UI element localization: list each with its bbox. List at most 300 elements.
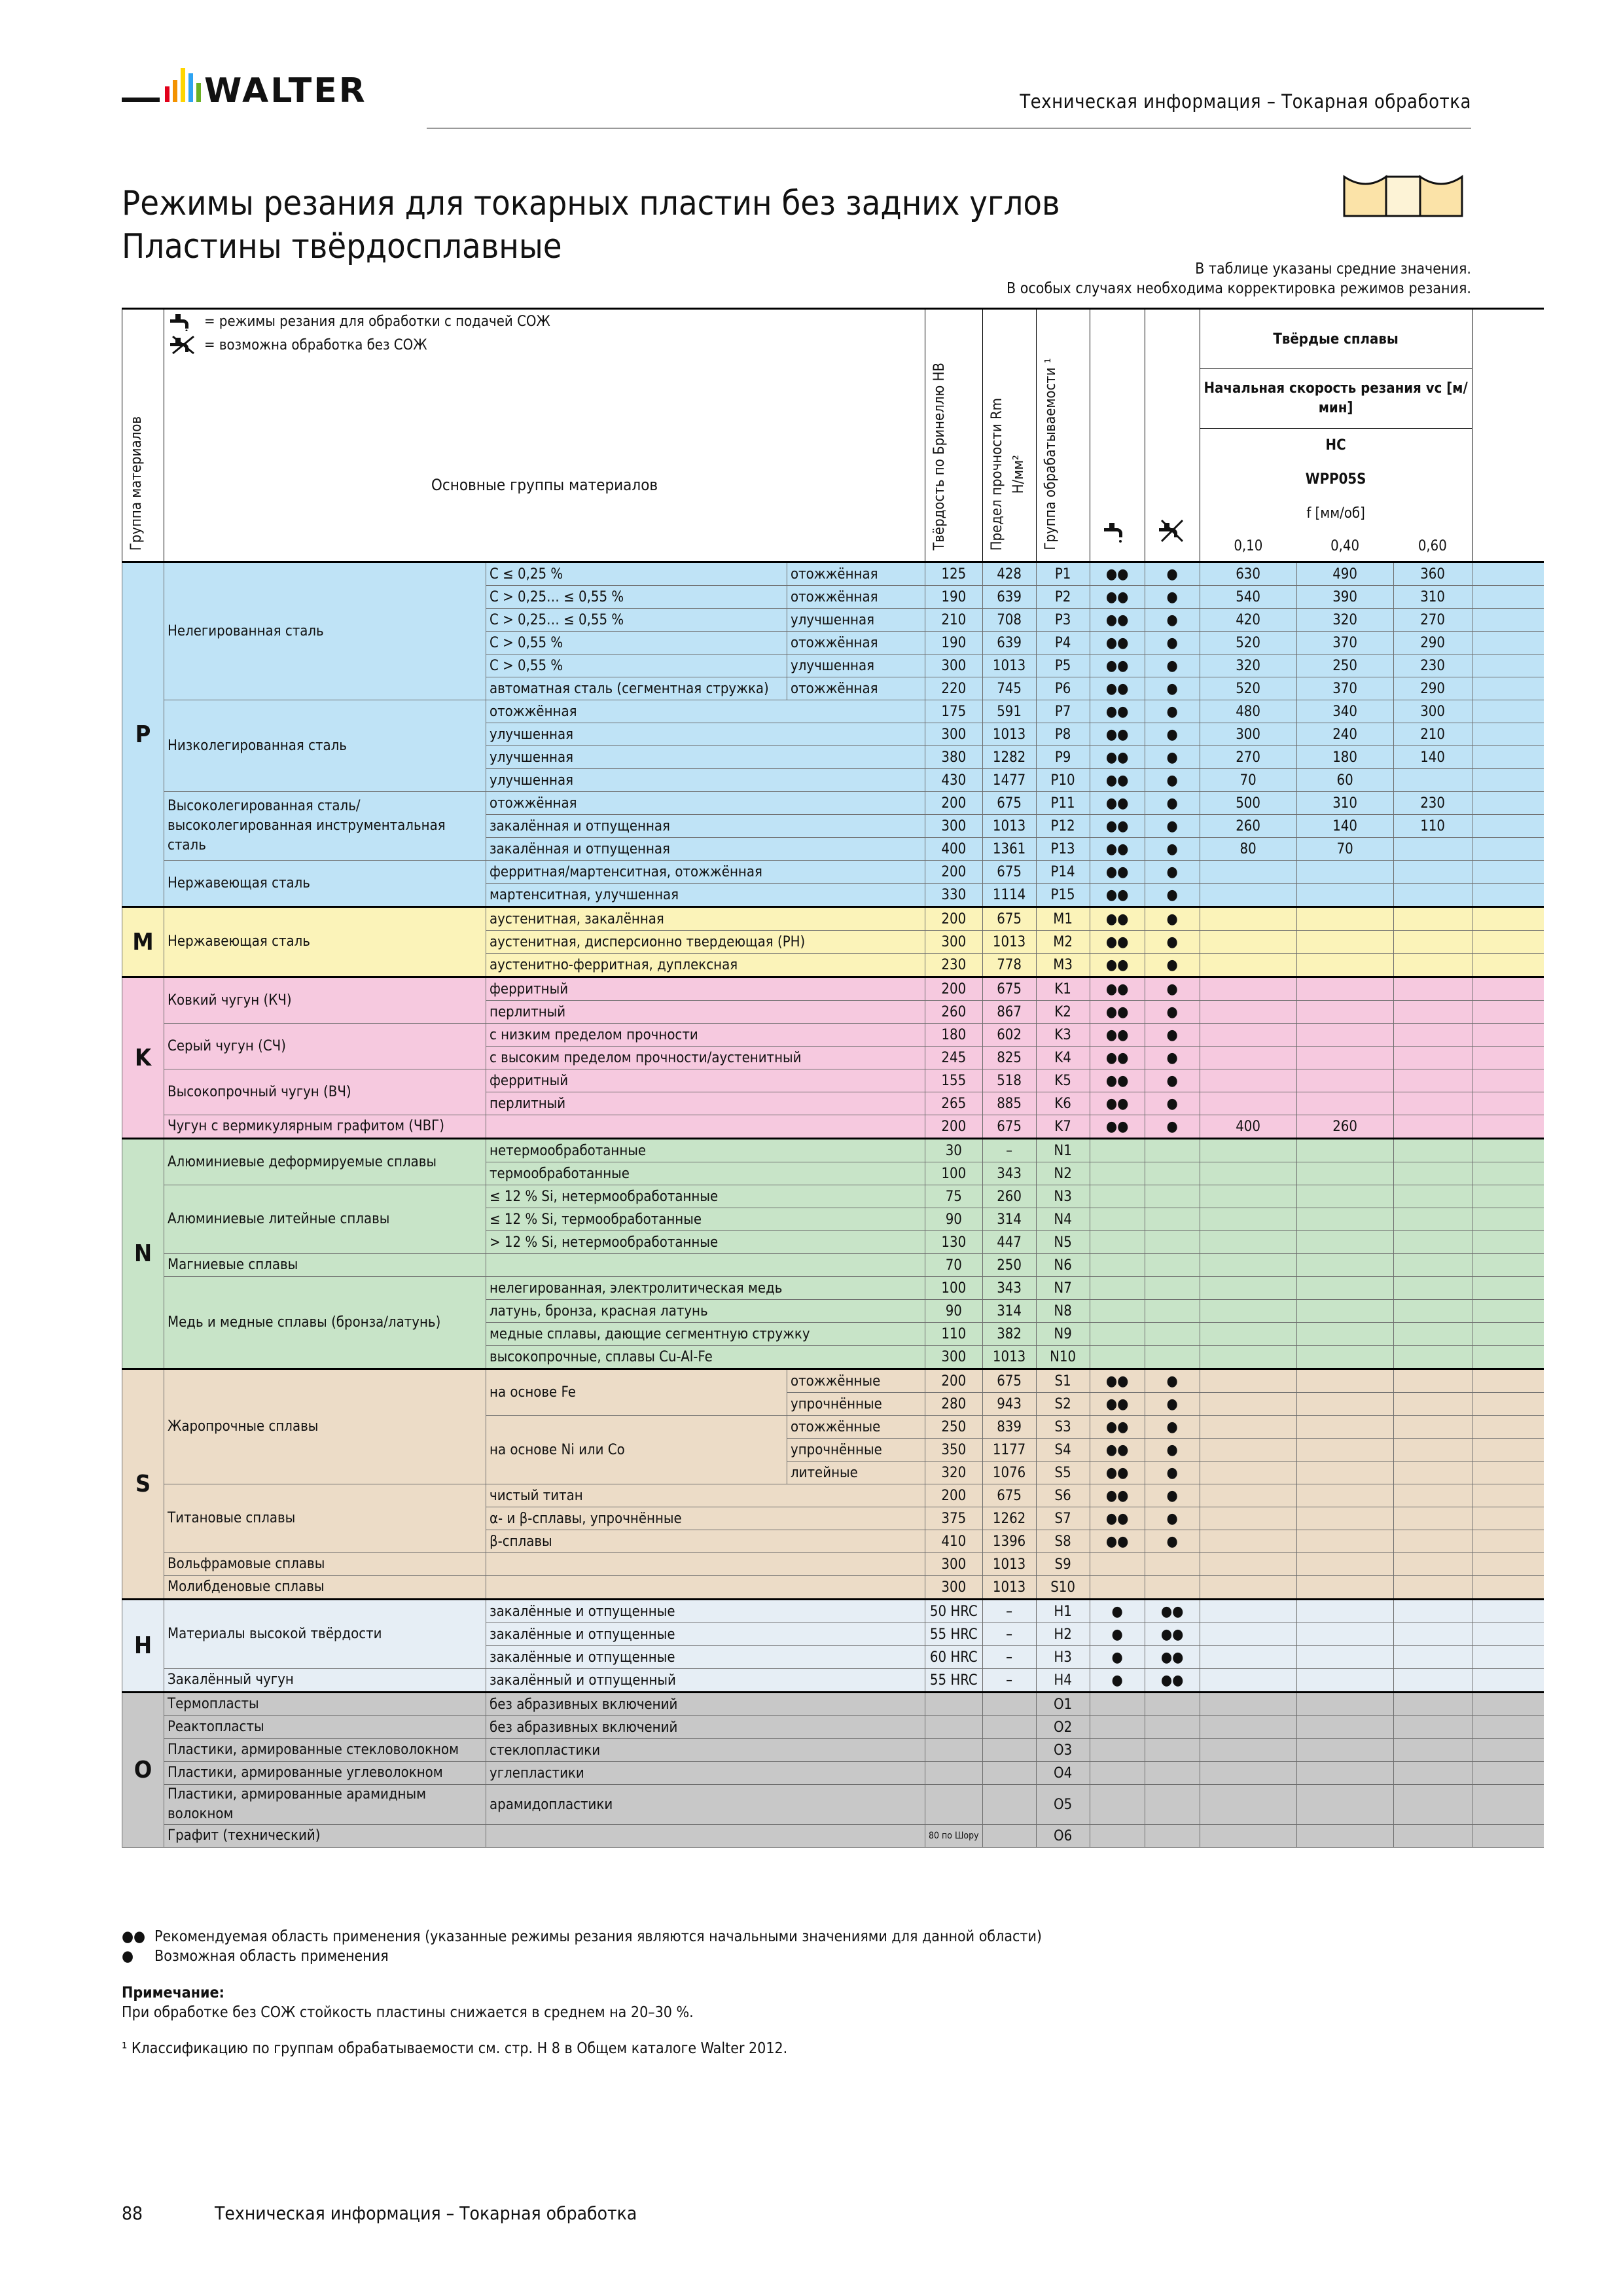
speed-f060: [1393, 1716, 1472, 1739]
wet-suitability: ●●: [1090, 609, 1145, 632]
speed-f010: [1200, 861, 1296, 884]
table-row: [122, 1139, 1544, 1162]
speed-f060: [1393, 1208, 1472, 1231]
speed-f040: [1296, 1208, 1393, 1231]
feed-label: f [мм/об]: [1306, 505, 1365, 522]
sub-group: C > 0,55 %: [486, 632, 787, 655]
machinability-code: K1: [1036, 977, 1090, 1001]
material-group-letter: K: [122, 977, 164, 1139]
sub-group: улучшенная: [486, 723, 925, 746]
wet-suitability: ●●: [1090, 1024, 1145, 1047]
sub-group: на основе Fe: [486, 1369, 787, 1416]
dry-suitability: [1145, 1785, 1200, 1825]
tensile-strength: 778: [982, 954, 1036, 977]
dry-suitability: ●: [1145, 1369, 1200, 1393]
machinability-code: P11: [1036, 792, 1090, 815]
speed-f010: 260: [1200, 815, 1296, 838]
dry-suitability: ●: [1145, 792, 1200, 815]
speed-f040: [1296, 1553, 1393, 1576]
speed-f040: [1296, 1001, 1393, 1024]
tensile-strength: [982, 1716, 1036, 1739]
hardness: 245: [925, 1047, 983, 1069]
main-groups-label: Основные группы материалов: [431, 476, 658, 494]
row-end-cell: [1472, 562, 1544, 586]
speed-f060: [1393, 907, 1472, 931]
speed-f060: [1393, 1785, 1472, 1825]
machinability-code: P9: [1036, 746, 1090, 769]
hardness: [925, 1785, 983, 1825]
tensile-strength: 825: [982, 1047, 1036, 1069]
main-group: Ковкий чугун (КЧ): [164, 977, 486, 1024]
main-group: Нержавеющая сталь: [164, 907, 486, 977]
wet-suitability: ●●: [1090, 769, 1145, 792]
sub-group: [486, 1254, 925, 1277]
speed-f060: 290: [1393, 677, 1472, 700]
row-end-cell: [1472, 1277, 1544, 1300]
table-row: [122, 1669, 1544, 1693]
speed-f060: [1393, 1024, 1472, 1047]
top-note: [1007, 259, 1471, 298]
speed-f040: 370: [1296, 677, 1393, 700]
material-group-letter: M: [122, 907, 164, 977]
wet-suitability: ●●: [1090, 700, 1145, 723]
main-group: Вольфрамовые сплавы: [164, 1553, 486, 1576]
tensile-strength: –: [982, 1646, 1036, 1669]
speed-f010: [1200, 1277, 1296, 1300]
speed-f040: [1296, 931, 1393, 954]
speed-f060: [1393, 1115, 1472, 1139]
hardness: [925, 1716, 983, 1739]
machinability-code: K3: [1036, 1024, 1090, 1047]
main-group: Закалённый чугун: [164, 1669, 486, 1693]
speed-f040: [1296, 884, 1393, 907]
speed-f060: 230: [1393, 655, 1472, 677]
main-group: Низколегированная сталь: [164, 700, 486, 792]
row-end-cell: [1472, 655, 1544, 677]
pos-symbol: ●: [122, 1948, 134, 1965]
speed-f060: [1393, 1762, 1472, 1785]
wet-suitability: ●●: [1090, 1507, 1145, 1530]
speed-f010: [1200, 1254, 1296, 1277]
speed-f040: [1296, 1277, 1393, 1300]
dry-suitability: ●: [1145, 1416, 1200, 1439]
speed-f060: [1393, 1484, 1472, 1507]
hardness: 125: [925, 562, 983, 586]
tensile-strength: –: [982, 1669, 1036, 1693]
row-end-cell: [1472, 1716, 1544, 1739]
machinability-code: P2: [1036, 586, 1090, 609]
row-end-cell: [1472, 746, 1544, 769]
dry-suitability: [1145, 1185, 1200, 1208]
material-group-letter: S: [122, 1369, 164, 1600]
speed-f010: 320: [1200, 655, 1296, 677]
hardness: 230: [925, 954, 983, 977]
main-group: Нержавеющая сталь: [164, 861, 486, 907]
tensile-strength: 1076: [982, 1462, 1036, 1484]
tensile-strength: 1013: [982, 1553, 1036, 1576]
wet-suitability: ●●: [1090, 792, 1145, 815]
speed-f010: [1200, 1785, 1296, 1825]
tensile-strength: 639: [982, 586, 1036, 609]
table-row: [122, 977, 1544, 1001]
wet-suitability: [1090, 1185, 1145, 1208]
speed-f040: [1296, 1507, 1393, 1530]
row-end-cell: [1472, 1693, 1544, 1716]
tensile-strength: 675: [982, 792, 1036, 815]
tensile-strength: 343: [982, 1277, 1036, 1300]
speed-f060: [1393, 1825, 1472, 1848]
speed-f010: [1200, 1369, 1296, 1393]
wet-suitability: ●●: [1090, 1115, 1145, 1139]
dry-suitability: [1145, 1139, 1200, 1162]
wet-suitability: ●●: [1090, 861, 1145, 884]
sub-group: закалённые и отпущенные: [486, 1623, 925, 1646]
speed-f060: [1393, 1092, 1472, 1115]
tensile-strength: 675: [982, 1484, 1036, 1507]
speed-f060: [1393, 1323, 1472, 1346]
sub-group: закалённый и отпущенный: [486, 1669, 925, 1693]
dry-suitability: ●: [1145, 1069, 1200, 1092]
hardness: 220: [925, 677, 983, 700]
tensile-strength: 1177: [982, 1439, 1036, 1462]
speed-f060: [1393, 1739, 1472, 1762]
sub-group: закалённая и отпущенная: [486, 838, 925, 861]
row-end-cell: [1472, 815, 1544, 838]
speed-f040: [1296, 1785, 1393, 1825]
speed-f010: [1200, 1507, 1296, 1530]
speed-f010: [1200, 1231, 1296, 1254]
sub-group: стеклопластики: [486, 1739, 925, 1762]
title-line-1: Режимы резания для токарных пластин без задних углов: [122, 184, 1060, 223]
hardness: 200: [925, 907, 983, 931]
row-end-cell: [1472, 1785, 1544, 1825]
dry-suitability: ●: [1145, 1001, 1200, 1024]
speed-f040: 250: [1296, 655, 1393, 677]
hardness: 400: [925, 838, 983, 861]
row-end-cell: [1472, 838, 1544, 861]
dry-suitability: ●: [1145, 655, 1200, 677]
tensile-strength: [982, 1762, 1036, 1785]
tensile-strength: –: [982, 1139, 1036, 1162]
speed-f010: [1200, 1346, 1296, 1369]
table-row: [122, 1024, 1544, 1047]
sub-group: нелегированная, электролитическая медь: [486, 1277, 925, 1300]
main-group: Серый чугун (СЧ): [164, 1024, 486, 1069]
row-end-cell: [1472, 1323, 1544, 1346]
logo-text: WALTER: [204, 71, 367, 111]
speed-f010: [1200, 907, 1296, 931]
sub-group: без абразивных включений: [486, 1716, 925, 1739]
table-row: [122, 1600, 1544, 1623]
speed-f060: [1393, 1001, 1472, 1024]
tensile-strength: 943: [982, 1393, 1036, 1416]
speed-f040: 140: [1296, 815, 1393, 838]
table-row: [122, 1576, 1544, 1600]
main-group: Алюминиевые деформируемые сплавы: [164, 1139, 486, 1185]
wet-suitability: ●●: [1090, 1439, 1145, 1462]
row-end-cell: [1472, 1001, 1544, 1024]
machinability-code: O3: [1036, 1739, 1090, 1762]
hardness: 110: [925, 1323, 983, 1346]
no-coolant-icon: [168, 335, 199, 355]
speed-f040: [1296, 1576, 1393, 1600]
wet-suitability: ●●: [1090, 1369, 1145, 1393]
tensile-strength: –: [982, 1623, 1036, 1646]
speed-f040: [1296, 1484, 1393, 1507]
wet-suitability: [1090, 1576, 1145, 1600]
tensile-strength: 1013: [982, 931, 1036, 954]
machinability-code: H4: [1036, 1669, 1090, 1693]
tensile-strength: 250: [982, 1254, 1036, 1277]
wet-suitability: ●●: [1090, 723, 1145, 746]
condition: литейные: [787, 1462, 925, 1484]
hardness: 200: [925, 977, 983, 1001]
condition: улучшенная: [787, 655, 925, 677]
speed-f040: 60: [1296, 769, 1393, 792]
wet-suitability: ●●: [1090, 977, 1145, 1001]
speed-f060: [1393, 1231, 1472, 1254]
speed-f060: 140: [1393, 746, 1472, 769]
hardness: 80 по Шору: [925, 1825, 983, 1848]
speed-f060: [1393, 1139, 1472, 1162]
hardness: 300: [925, 815, 983, 838]
machinability-code: N9: [1036, 1323, 1090, 1346]
speed-f040: [1296, 1825, 1393, 1848]
wet-suitability: [1090, 1323, 1145, 1346]
sub-group: C > 0,55 %: [486, 655, 787, 677]
dry-suitability: [1145, 1323, 1200, 1346]
condition: отожжённые: [787, 1416, 925, 1439]
sub-group: > 12 % Si, нетермообработанные: [486, 1231, 925, 1254]
main-group: Молибденовые сплавы: [164, 1576, 486, 1600]
dry-suitability: ●: [1145, 562, 1200, 586]
row-end-cell: [1472, 723, 1544, 746]
row-end-cell: [1472, 1208, 1544, 1231]
dry-suitability: ●: [1145, 838, 1200, 861]
machinability-code: P4: [1036, 632, 1090, 655]
condition: отожжённые: [787, 1369, 925, 1393]
speed-f010: 500: [1200, 792, 1296, 815]
machinability-code: K4: [1036, 1047, 1090, 1069]
title-line-2: Пластины твёрдосплавные: [122, 227, 562, 266]
page-title: [122, 182, 1060, 268]
speed-f010: [1200, 931, 1296, 954]
speed-f040: [1296, 1254, 1393, 1277]
machinability-code: S6: [1036, 1484, 1090, 1507]
table-row: [122, 1716, 1544, 1739]
speed-f010: [1200, 1576, 1296, 1600]
wet-suitability: ●●: [1090, 838, 1145, 861]
machinability-code: H1: [1036, 1600, 1090, 1623]
speed-f040: [1296, 1047, 1393, 1069]
dry-suitability: ●: [1145, 586, 1200, 609]
speed-f060: [1393, 1416, 1472, 1439]
speed-f010: [1200, 1092, 1296, 1115]
machinability-code: P12: [1036, 815, 1090, 838]
speed-f060: 210: [1393, 723, 1472, 746]
sub-group: закалённые и отпущенные: [486, 1646, 925, 1669]
hardness: 130: [925, 1231, 983, 1254]
speed-f010: [1200, 1208, 1296, 1231]
dry-suitability: [1145, 1254, 1200, 1277]
hc-label: HC: [1325, 437, 1346, 454]
speed-f060: 110: [1393, 815, 1472, 838]
speed-f060: 290: [1393, 632, 1472, 655]
hardness: 410: [925, 1530, 983, 1553]
speed-f040: [1296, 1139, 1393, 1162]
dry-suitability: ●: [1145, 1393, 1200, 1416]
speed-f040: [1296, 1393, 1393, 1416]
speed-f060: [1393, 884, 1472, 907]
speed-f010: [1200, 1439, 1296, 1462]
tensile-strength: 518: [982, 1069, 1036, 1092]
speed-f060: [1393, 861, 1472, 884]
table-row: [122, 1553, 1544, 1576]
material-group-letter: O: [122, 1693, 164, 1848]
wet-suitability: [1090, 1162, 1145, 1185]
condition: отожжённая: [787, 562, 925, 586]
machinability-code: O2: [1036, 1716, 1090, 1739]
speed-f040: 310: [1296, 792, 1393, 815]
speed-f060: 360: [1393, 562, 1472, 586]
speed-f040: [1296, 1162, 1393, 1185]
wet-suitability: [1090, 1739, 1145, 1762]
dry-suitability: ●: [1145, 1092, 1200, 1115]
sub-group: перлитный: [486, 1001, 925, 1024]
row-end-cell: [1472, 1115, 1544, 1139]
dry-suitability: ●: [1145, 861, 1200, 884]
main-group: Медь и медные сплавы (бронза/латунь): [164, 1277, 486, 1369]
machinability-header: Группа обрабатываемости ¹: [1036, 309, 1090, 562]
speed-f010: [1200, 1162, 1296, 1185]
row-end-cell: [1472, 1462, 1544, 1484]
insert-profile-icon: [1343, 171, 1463, 217]
tensile-strength: 675: [982, 1369, 1036, 1393]
dry-suitability: [1145, 1576, 1200, 1600]
dry-suitability: ●: [1145, 977, 1200, 1001]
speed-f010: [1200, 1484, 1296, 1507]
sub-group: улучшенная: [486, 769, 925, 792]
speed-f060: [1393, 1576, 1472, 1600]
row-end-cell: [1472, 1739, 1544, 1762]
table-row: [122, 1762, 1544, 1785]
tensile-strength: 1013: [982, 1346, 1036, 1369]
row-end-cell: [1472, 769, 1544, 792]
speed-f060: [1393, 1623, 1472, 1646]
dry-suitability: ●: [1145, 1484, 1200, 1507]
sub-group: с низким пределом прочности: [486, 1024, 925, 1047]
machinability-code: P14: [1036, 861, 1090, 884]
wet-suitability: ●●: [1090, 632, 1145, 655]
row-end-cell: [1472, 931, 1544, 954]
main-group: Реактопласты: [164, 1716, 486, 1739]
walter-logo: [122, 60, 403, 113]
hardness: 190: [925, 632, 983, 655]
row-end-cell: [1472, 1762, 1544, 1785]
machinability-code: S8: [1036, 1530, 1090, 1553]
wet-suitability: ●●: [1090, 586, 1145, 609]
wet-suitability: [1090, 1785, 1145, 1825]
wet-suitability: ●●: [1090, 884, 1145, 907]
row-end-cell: [1472, 677, 1544, 700]
speed-f010: [1200, 1739, 1296, 1762]
hardness: 100: [925, 1277, 983, 1300]
dry-suitability: ●: [1145, 746, 1200, 769]
dry-suitability: ●: [1145, 1115, 1200, 1139]
row-end-cell: [1472, 1507, 1544, 1530]
sub-group: ферритный: [486, 1069, 925, 1092]
hardness: 75: [925, 1185, 983, 1208]
condition: отожжённая: [787, 677, 925, 700]
hardness: 300: [925, 1553, 983, 1576]
hardness: 210: [925, 609, 983, 632]
tensile-strength: 885: [982, 1092, 1036, 1115]
main-group: Нелегированная сталь: [164, 562, 486, 700]
machinability-code: P10: [1036, 769, 1090, 792]
wet-suitability: ●: [1090, 1600, 1145, 1623]
dry-suitability: [1145, 1300, 1200, 1323]
dry-suitability: ●●: [1145, 1646, 1200, 1669]
speed-f060: [1393, 954, 1472, 977]
speed-f040: [1296, 1693, 1393, 1716]
wet-suitability: [1090, 1825, 1145, 1848]
speed-f040: [1296, 954, 1393, 977]
machinability-code: O4: [1036, 1762, 1090, 1785]
machinability-code: N2: [1036, 1162, 1090, 1185]
hardness: 330: [925, 884, 983, 907]
feed-2: 0,60: [1393, 531, 1472, 562]
speed-f040: [1296, 1185, 1393, 1208]
machinability-code: S9: [1036, 1553, 1090, 1576]
row-end-cell: [1472, 1646, 1544, 1669]
tensile-strength: 675: [982, 977, 1036, 1001]
dry-suitability: ●: [1145, 632, 1200, 655]
wet-suitability: ●: [1090, 1623, 1145, 1646]
machinability-code: S10: [1036, 1576, 1090, 1600]
condition: упрочнённые: [787, 1439, 925, 1462]
machinability-code: N4: [1036, 1208, 1090, 1231]
hardness: 430: [925, 769, 983, 792]
speed-f010: [1200, 954, 1296, 977]
speed-f010: 520: [1200, 632, 1296, 655]
hardness: 350: [925, 1439, 983, 1462]
speed-f060: [1393, 769, 1472, 792]
speed-f010: [1200, 1047, 1296, 1069]
sub-group: [486, 1553, 925, 1576]
row-end-cell: [1472, 1484, 1544, 1507]
speed-f010: [1200, 1716, 1296, 1739]
sub-group: высокопрочные, сплавы Cu-Al-Fe: [486, 1346, 925, 1369]
tensile-strength: 675: [982, 1115, 1036, 1139]
table-row: [122, 1254, 1544, 1277]
dry-suitability: ●●: [1145, 1623, 1200, 1646]
speed-f040: [1296, 1623, 1393, 1646]
speed-f010: [1200, 1530, 1296, 1553]
speed-f010: [1200, 1600, 1296, 1623]
hardness: 300: [925, 931, 983, 954]
dry-suitability: [1145, 1277, 1200, 1300]
speed-f040: [1296, 1762, 1393, 1785]
table-row: [122, 1069, 1544, 1092]
dry-suitability: [1145, 1346, 1200, 1369]
dry-suitability: [1145, 1162, 1200, 1185]
machinability-code: N6: [1036, 1254, 1090, 1277]
sub-group: улучшенная: [486, 746, 925, 769]
hardness: 100: [925, 1162, 983, 1185]
machinability-code: H3: [1036, 1646, 1090, 1669]
table-row: [122, 1693, 1544, 1716]
hardness: 300: [925, 723, 983, 746]
